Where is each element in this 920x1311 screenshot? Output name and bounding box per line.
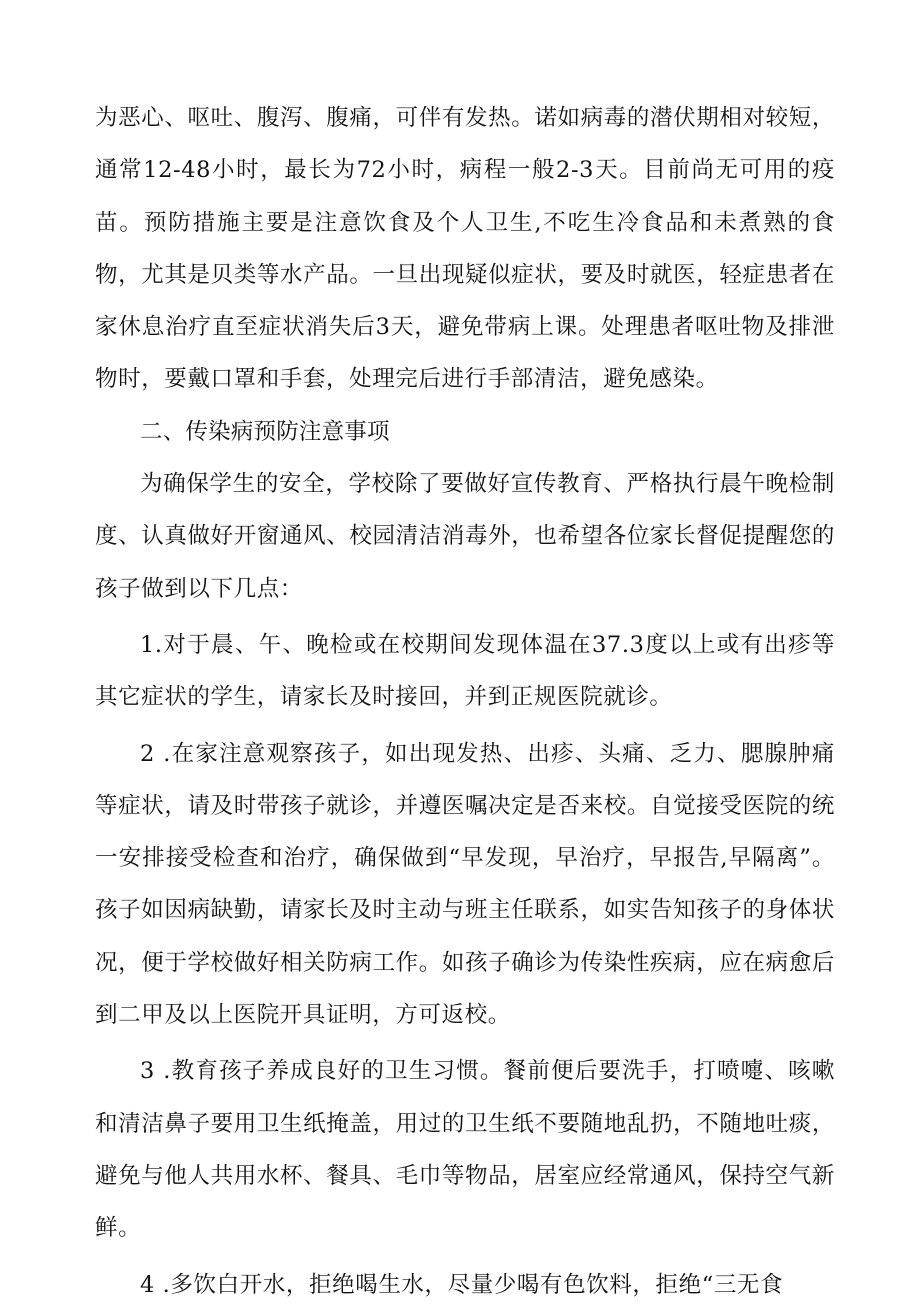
list-item-3: 3 .教育孩子养成良好的卫生习惯。餐前便后要洗手，打喷嚏、咳嗽和清洁鼻子要用卫生纸掩盖，用过的卫生纸不要随地乱扔，不随地吐痰，避免与他人共用水杯、餐具、毛巾等物品，居室应经常通风，保持空气新鲜。	[95, 1058, 835, 1242]
list-item-1: 1.对于晨、午、晚检或在校期间发现体温在37.3度以上或有出疹等其它症状的学生，请家长及时接回，并到正规医院就诊。	[95, 631, 835, 711]
norovirus-paragraph: 为恶心、呕吐、腹泻、腹痛，可伴有发热。诺如病毒的潜伏期相对较短，通常12-48小时，最长为72小时，病程一般2-3天。目前尚无可用的疫苗。预防措施主要是注意饮食及个人卫生,不吃生冷食品和未煮熟的食物，尤其是贝类等水产品。一旦出现疑似症状，要及时就医，轻症患者在家休息治疗直至症状消失后3天，避免带病上课。处理患者呕吐物及排泄物时，要戴口罩和手套，处理完后进行手部清洁，避免感染。	[95, 105, 835, 393]
intro-paragraph: 为确保学生的安全，学校除了要做好宣传教育、严格执行晨午晚检制度、认真做好开窗通风、校园清洁消毒外，也希望各位家长督促提醒您的孩子做到以下几点：	[95, 471, 835, 602]
list-item-2: 2 .在家注意观察孩子，如出现发热、出疹、头痛、乏力、腮腺肿痛等症状，请及时带孩子就诊，并遵医嘱决定是否来校。自觉接受医院的统一安排接受检查和治疗，确保做到“早发现，早治疗，早报告,早隔离”。孩子如因病缺勤，请家长及时主动与班主任联系，如实告知孩子的身体状况，便于学校做好相关防病工作。如孩子确诊为传染性疾病，应在病愈后到二甲及以上医院开具证明，方可返校。	[95, 740, 835, 1029]
list-item-4: 4 .多饮白开水，拒绝喝生水，尽量少喝有色饮料，拒绝“三无食	[140, 1271, 784, 1298]
document-body	[95, 92, 835, 1311]
section-heading-prevention: 二、传染病预防注意事项	[140, 418, 390, 445]
